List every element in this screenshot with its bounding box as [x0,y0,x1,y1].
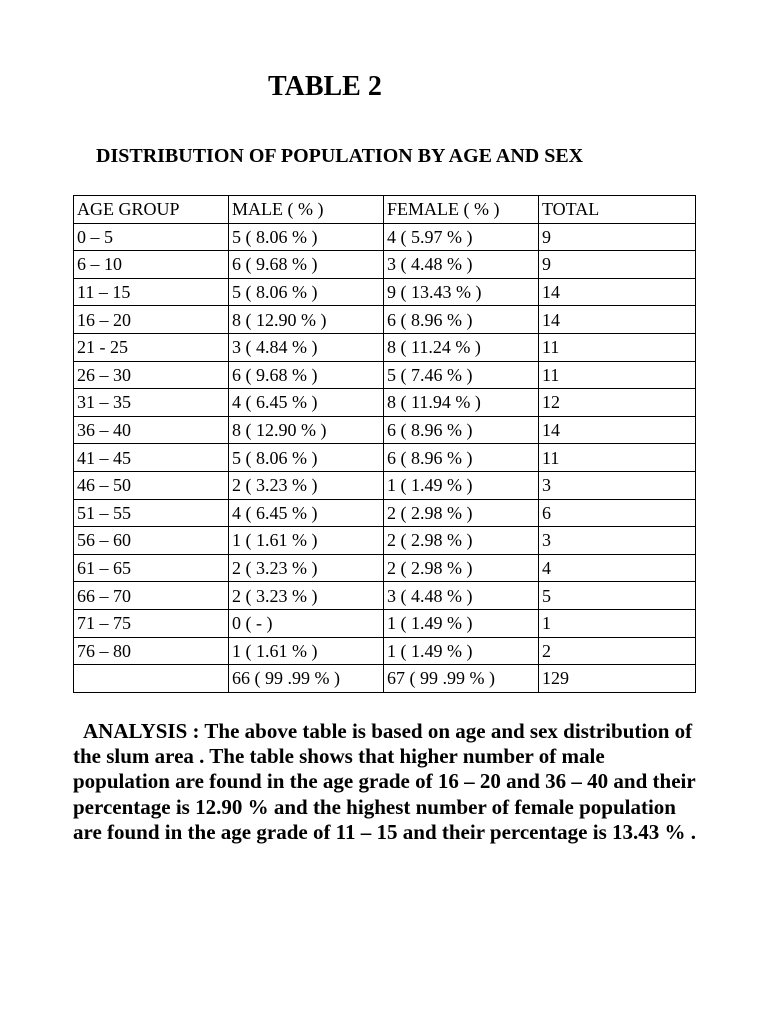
cell-total: 5 [539,582,696,610]
cell-male: 4 ( 6.45 % ) [229,499,384,527]
column-header-female: FEMALE ( % ) [384,196,539,224]
cell-total: 6 [539,499,696,527]
cell-age-group: 26 – 30 [74,361,229,389]
cell-male: 2 ( 3.23 % ) [229,554,384,582]
table-row [74,278,696,306]
cell-male: 1 ( 1.61 % ) [229,637,384,665]
column-header-total: TOTAL [539,196,696,224]
table-row [74,333,696,361]
table-row [74,361,696,389]
cell-male: 1 ( 1.61 % ) [229,527,384,555]
cell-total: 11 [539,444,696,472]
table-row [74,582,696,610]
cell-total: 11 [539,333,696,361]
table-row [74,306,696,334]
table-header-row [74,196,696,224]
cell-male: 6 ( 9.68 % ) [229,251,384,279]
cell-age-group: 16 – 20 [74,306,229,334]
cell-male: 5 ( 8.06 % ) [229,223,384,251]
cell-female: 8 ( 11.24 % ) [384,333,539,361]
cell-age-group: 11 – 15 [74,278,229,306]
cell-female: 1 ( 1.49 % ) [384,637,539,665]
cell-female: 6 ( 8.96 % ) [384,416,539,444]
column-header-age-group: AGE GROUP [74,196,229,224]
cell-male: 8 ( 12.90 % ) [229,306,384,334]
table-row [74,251,696,279]
cell-age-group: 66 – 70 [74,582,229,610]
cell-female: 3 ( 4.48 % ) [384,251,539,279]
cell-female: 67 ( 99 .99 % ) [384,665,539,693]
population-table [73,195,696,693]
cell-total: 12 [539,389,696,417]
cell-age-group: 51 – 55 [74,499,229,527]
cell-total: 11 [539,361,696,389]
cell-male: 0 ( - ) [229,609,384,637]
population-table-body [74,196,696,693]
column-header-male: MALE ( % ) [229,196,384,224]
table-row [74,609,696,637]
cell-male: 66 ( 99 .99 % ) [229,665,384,693]
cell-age-group [74,665,229,693]
cell-age-group: 46 – 50 [74,471,229,499]
cell-female: 5 ( 7.46 % ) [384,361,539,389]
cell-female: 6 ( 8.96 % ) [384,306,539,334]
cell-female: 2 ( 2.98 % ) [384,499,539,527]
cell-age-group: 71 – 75 [74,609,229,637]
cell-male: 6 ( 9.68 % ) [229,361,384,389]
cell-total: 1 [539,609,696,637]
cell-age-group: 31 – 35 [74,389,229,417]
table-row [74,471,696,499]
cell-age-group: 41 – 45 [74,444,229,472]
cell-female: 8 ( 11.94 % ) [384,389,539,417]
cell-total: 9 [539,223,696,251]
table-row [74,527,696,555]
cell-male: 2 ( 3.23 % ) [229,582,384,610]
table-row [74,554,696,582]
analysis-paragraph [73,719,703,845]
cell-female: 2 ( 2.98 % ) [384,554,539,582]
table-row [74,223,696,251]
cell-age-group: 56 – 60 [74,527,229,555]
cell-male: 3 ( 4.84 % ) [229,333,384,361]
cell-total: 3 [539,471,696,499]
cell-female: 4 ( 5.97 % ) [384,223,539,251]
cell-age-group: 36 – 40 [74,416,229,444]
cell-age-group: 21 - 25 [74,333,229,361]
cell-male: 4 ( 6.45 % ) [229,389,384,417]
table-row [74,444,696,472]
cell-age-group: 6 – 10 [74,251,229,279]
cell-total: 14 [539,306,696,334]
cell-total: 2 [539,637,696,665]
cell-total: 3 [539,527,696,555]
cell-male: 5 ( 8.06 % ) [229,278,384,306]
table-row [74,499,696,527]
cell-total: 9 [539,251,696,279]
table-caption: DISTRIBUTION OF POPULATION BY AGE AND SEX [96,145,584,167]
cell-female: 3 ( 4.48 % ) [384,582,539,610]
cell-total: 129 [539,665,696,693]
analysis-text: ANALYSIS : The above table is based on age and sex distribution of the slum area . The table shows that higher number of male population are found in the age grade of 16 – 20 and 36 – 40 and their percentage is 12.90 % and the highest number of female population are found in the age grade of 11 – 15 and their percentage is 13.43 % . [73,719,696,844]
cell-male: 8 ( 12.90 % ) [229,416,384,444]
cell-female: 6 ( 8.96 % ) [384,444,539,472]
cell-total: 14 [539,416,696,444]
cell-male: 2 ( 3.23 % ) [229,471,384,499]
cell-male: 5 ( 8.06 % ) [229,444,384,472]
table-row [74,637,696,665]
cell-age-group: 61 – 65 [74,554,229,582]
cell-total: 14 [539,278,696,306]
table-total-row [74,665,696,693]
cell-female: 1 ( 1.49 % ) [384,609,539,637]
table-row [74,389,696,417]
cell-age-group: 76 – 80 [74,637,229,665]
cell-female: 2 ( 2.98 % ) [384,527,539,555]
cell-age-group: 0 – 5 [74,223,229,251]
cell-total: 4 [539,554,696,582]
cell-female: 1 ( 1.49 % ) [384,471,539,499]
page-title: TABLE 2 [268,71,382,102]
cell-female: 9 ( 13.43 % ) [384,278,539,306]
table-row [74,416,696,444]
